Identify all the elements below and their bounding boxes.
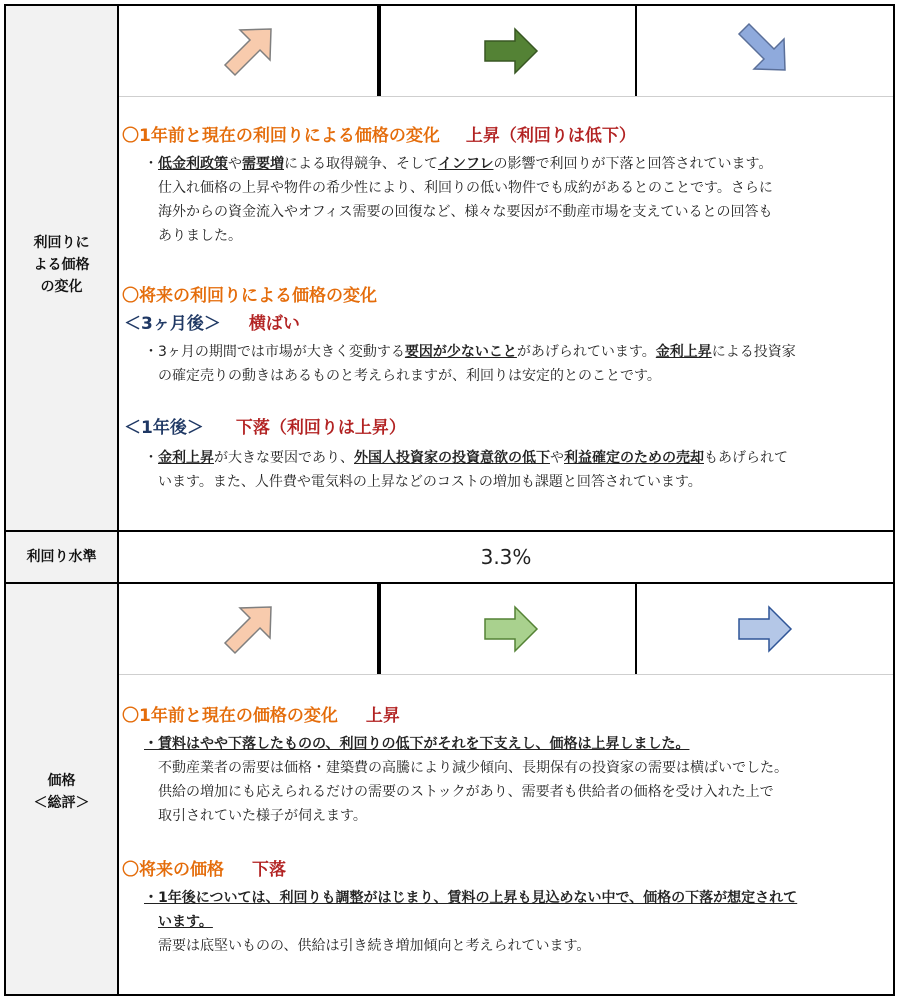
- keyword: 利益確定のための売却: [564, 450, 704, 466]
- row3-inner-divider: [119, 674, 893, 675]
- keyword: 外国人投資家の投資意欲の低下: [354, 450, 550, 466]
- row3-sec2-trend: 下落: [252, 860, 286, 880]
- text-fragment: が大きな要因であり、: [214, 450, 354, 466]
- keyword: 金利上昇: [655, 344, 712, 360]
- yield-level-value: 3.3%: [480, 545, 532, 569]
- row1-arrow-cell-2: [379, 6, 637, 96]
- row1-sec2-heading: [122, 284, 377, 309]
- row1-arrow-cell-3: [637, 6, 893, 96]
- keyword: 低金利政策: [158, 156, 228, 172]
- row1-sub2-line1: [144, 446, 788, 470]
- row1-label-line2: よる価格: [33, 257, 90, 273]
- row3-sec1-line4: 取引されていた様子が伺えます。: [158, 808, 367, 824]
- text-bullet: ・: [144, 156, 158, 172]
- right-arrow-icon: [735, 599, 795, 659]
- text-fragment: ・3ヶ月の期間では市場が大きく変動する: [144, 344, 405, 360]
- row1-sec1-line1: [144, 152, 772, 176]
- text-bullet: ・: [144, 450, 158, 466]
- row1-sec2-title: 〇将来の利回りによる価格の変化: [122, 286, 377, 306]
- row1-sec1-line2: 仕入れ価格の上昇や物件の希少性により、利回りの低い物件でも成約があるとのことです。さらに: [158, 180, 773, 196]
- down-right-arrow-icon: [733, 20, 793, 80]
- row3-sec1-line2: 不動産業者の需要は価格・建築費の高騰により減少傾向、長期保有の投資家の需要は横ばいでした。: [158, 760, 788, 776]
- row1-sub2-title: ＜1年後＞: [124, 418, 204, 438]
- row3-sec1-title: 〇1年前と現在の価格の変化: [122, 706, 338, 726]
- up-right-arrow-icon: [219, 599, 279, 659]
- row3-sec1-line3: 供給の増加にも応えられるだけの需要のストックがあり、需要者も供給者の価格を受け入れた上で: [158, 784, 774, 800]
- text-fragment: や: [550, 450, 564, 466]
- row1-label-line3: の変化: [40, 279, 83, 295]
- row1-sec1-line3: 海外からの資金流入やオフィス需要の回復など、様々な要因が不動産市場を支えているとの回答も: [158, 204, 773, 220]
- row1-label-line1: 利回りに: [33, 235, 90, 251]
- up-right-arrow-icon: [219, 21, 279, 81]
- row1-sec1-line4: ありました。: [158, 228, 242, 244]
- row2-label-cell: [6, 532, 119, 582]
- row1-sub1-line2: の確定売りの動きはあるものと考えられますが、利回りは安定的とのことです。: [158, 368, 661, 384]
- text-fragment: もあげられて: [704, 450, 788, 466]
- row3-arrow-cell-2: [379, 584, 637, 674]
- row3-sec1-trend: 上昇: [365, 706, 400, 726]
- text-fragment: があげられています。: [516, 344, 656, 360]
- row1-sub1-line1: [144, 340, 796, 364]
- row2-label: 利回り水準: [26, 549, 97, 565]
- row1-sec1-trend: 上昇（利回りは低下）: [465, 126, 636, 146]
- text-fragment: や: [228, 156, 242, 172]
- row3-sec2-title: 〇将来の価格: [122, 860, 224, 880]
- row1-sec1-heading: [122, 124, 636, 149]
- row1-arrow-cell-1: [119, 6, 379, 96]
- row3-arrow-cell-3: [637, 584, 893, 674]
- row1-sub2-line2: います。また、人件費や電気料の上昇などのコストの増加も課題と回答されています。: [158, 474, 702, 490]
- row3-label-line2: ＜総評＞: [33, 795, 90, 811]
- row3-label-cell: [6, 584, 119, 994]
- row1-sec1-title: 〇1年前と現在の利回りによる価格の変化: [122, 126, 440, 146]
- row1-inner-divider: [119, 96, 893, 97]
- text-fragment: による投資家: [711, 344, 796, 360]
- row1-sub2-trend: 下落（利回りは上昇）: [235, 418, 406, 438]
- text-fragment: による取得競争、そして: [284, 156, 438, 172]
- row3-sec2-line1: ・1年後については、利回りも調整がはじまり、賃料の上昇も見込めない中で、価格の下落が想定されて: [144, 890, 798, 906]
- keyword: 金利上昇: [158, 450, 214, 466]
- right-arrow-icon: [481, 599, 541, 659]
- keyword: 要因が少ないこと: [404, 344, 517, 360]
- row1-sub1-title: ＜3ヶ月後＞: [124, 314, 221, 334]
- text-fragment: の影響で利回りが下落と回答されています。: [493, 156, 773, 172]
- row3-arrow-cell-1: [119, 584, 379, 674]
- row3-sec1-heading: [122, 704, 400, 729]
- summary-table: [4, 4, 895, 996]
- right-arrow-icon: [481, 21, 541, 81]
- row3-sec2-line3: 需要は底堅いものの、供給は引き続き増加傾向と考えられています。: [158, 938, 591, 954]
- row3-label-line1: 価格: [47, 773, 76, 789]
- row1-label-cell: [6, 6, 119, 530]
- row1-sub2-heading: [124, 416, 406, 441]
- row3-sec1-line1: ・賃料はやや下落したものの、利回りの低下がそれを下支えし、価格は上昇しました。: [144, 736, 690, 752]
- keyword: 需要増: [242, 156, 284, 172]
- row3-sec2-heading: [122, 858, 286, 883]
- keyword: インフレ: [438, 156, 494, 172]
- row1-sub1-trend: 横ばい: [248, 314, 300, 334]
- row1-sub1-heading: [124, 312, 300, 337]
- row3-sec2-line2: います。: [158, 914, 213, 930]
